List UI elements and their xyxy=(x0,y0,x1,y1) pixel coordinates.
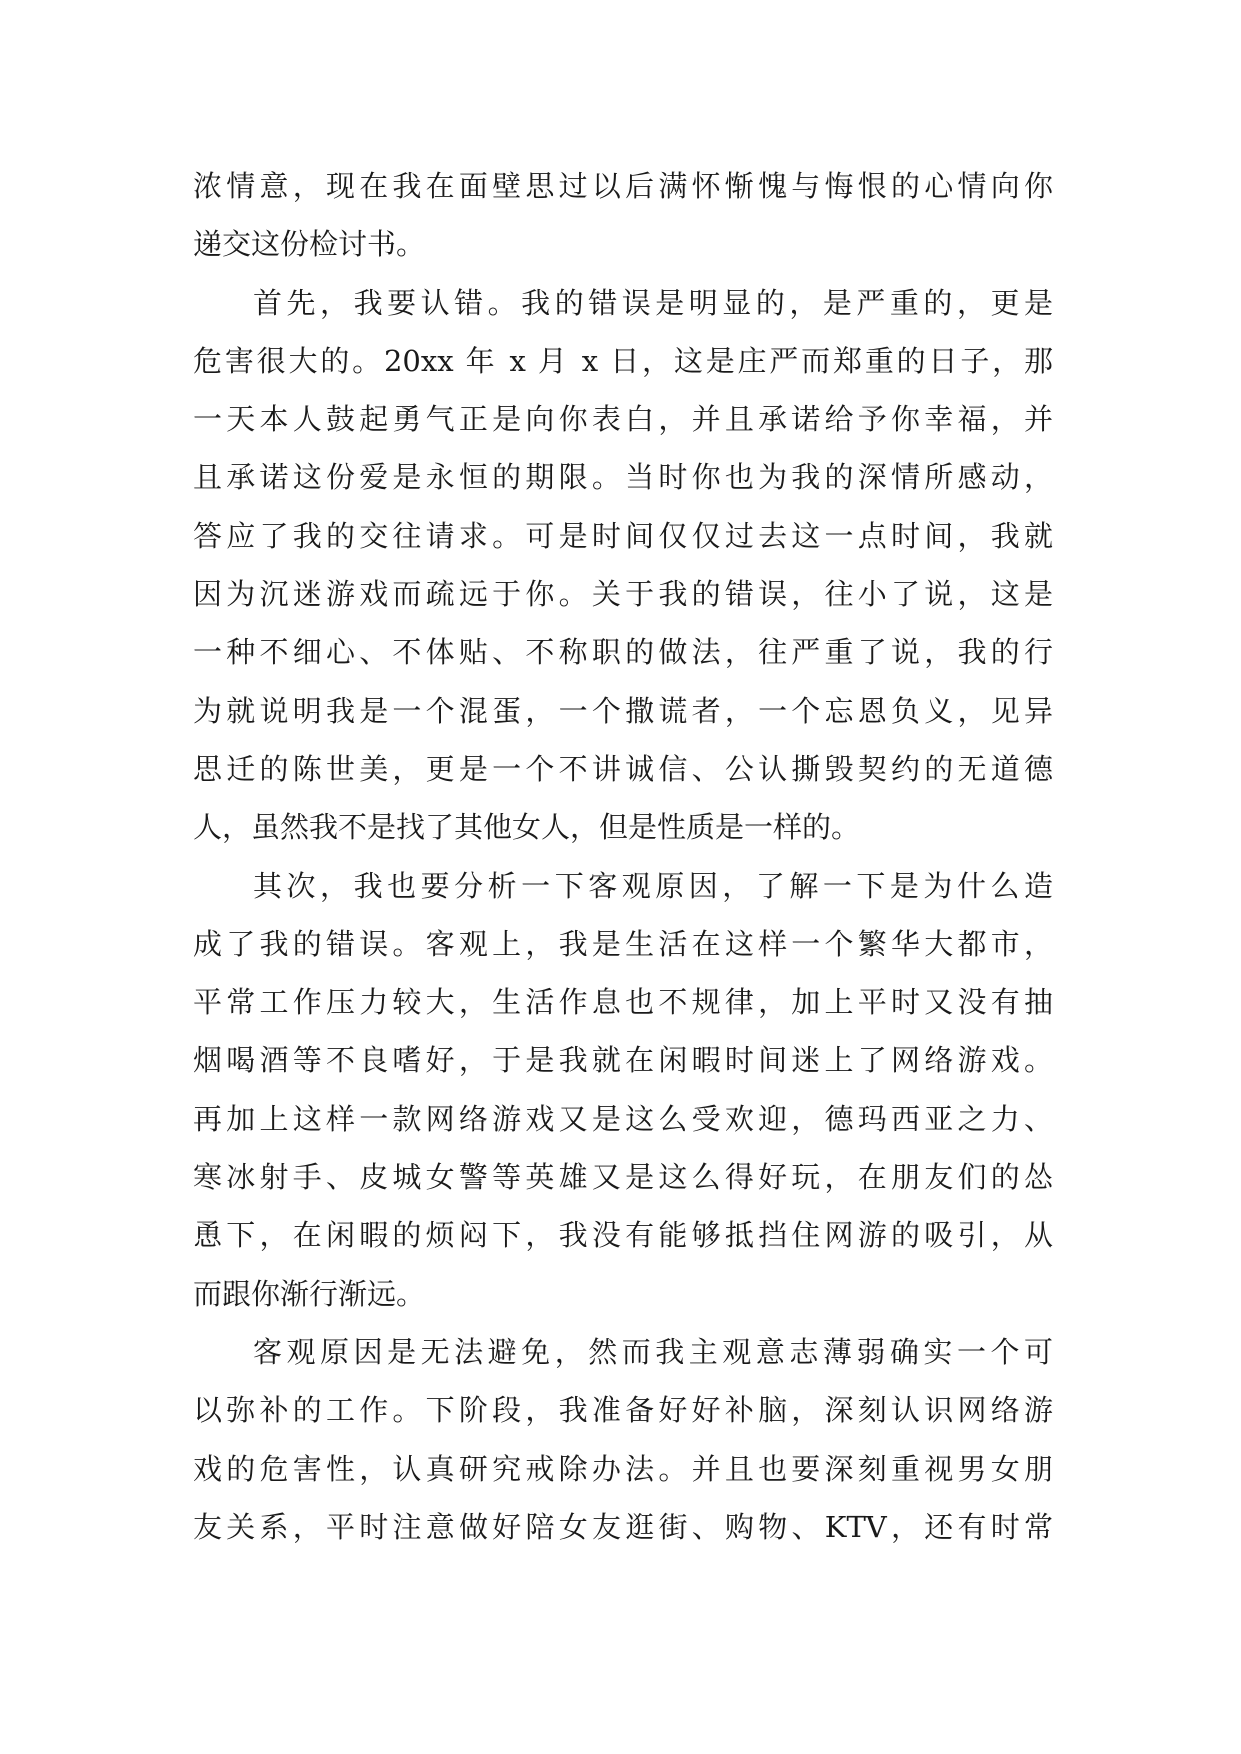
text-line: 危害很大的。20xx 年 x 月 x 日，这是庄严而郑重的日子，那 xyxy=(193,343,1053,378)
text-line: 递交这份检讨书。 xyxy=(193,227,426,262)
text-line: 寒冰射手、皮城女警等英雄又是这么得好玩，在朋友们的怂 xyxy=(193,1160,1053,1195)
text-line: 且承诺这份爱是永恒的期限。当时你也为我的深情所感动， xyxy=(193,460,1053,495)
text-line: 其次，我也要分析一下客观原因，了解一下是为什么造 xyxy=(253,868,1053,903)
text-line: 戏的危害性，认真研究戒除办法。并且也要深刻重视男女朋 xyxy=(193,1451,1053,1486)
text-line: 以弥补的工作。下阶段，我准备好好补脑，深刻认识网络游 xyxy=(193,1393,1053,1428)
text-line: 恿下，在闲暇的烦闷下，我没有能够抵挡住网游的吸引，从 xyxy=(193,1218,1053,1253)
text-line: 客观原因是无法避免，然而我主观意志薄弱确实一个可 xyxy=(253,1334,1053,1369)
text-line: 首先，我要认错。我的错误是明显的，是严重的，更是 xyxy=(253,285,1053,320)
text-line: 友关系，平时注意做好陪女友逛街、购物、KTV，还有时常 xyxy=(193,1509,1053,1544)
text-line: 一天本人鼓起勇气正是向你表白，并且承诺给予你幸福，并 xyxy=(193,402,1053,437)
text-line: 人，虽然我不是找了其他女人，但是性质是一样的。 xyxy=(193,810,861,845)
text-line: 而跟你渐行渐远。 xyxy=(193,1276,426,1311)
text-line: 为就说明我是一个混蛋，一个撒谎者，一个忘恩负义，见异 xyxy=(193,693,1053,728)
text-line: 成了我的错误。客观上，我是生活在这样一个繁华大都市， xyxy=(193,926,1053,961)
text-line: 答应了我的交往请求。可是时间仅仅过去这一点时间，我就 xyxy=(193,518,1053,553)
text-line: 烟喝酒等不良嗜好，于是我就在闲暇时间迷上了网络游戏。 xyxy=(193,1043,1053,1078)
text-line: 再加上这样一款网络游戏又是这么受欢迎，德玛西亚之力、 xyxy=(193,1101,1053,1136)
document-body xyxy=(193,157,1053,1556)
text-line: 因为沉迷游戏而疏远于你。关于我的错误，往小了说，这是 xyxy=(193,577,1053,612)
text-line: 浓情意，现在我在面壁思过以后满怀惭愧与悔恨的心情向你 xyxy=(193,169,1053,203)
text-line: 思迁的陈世美，更是一个不讲诚信、公认撕毁契约的无道德 xyxy=(193,751,1053,786)
text-line: 一种不细心、不体贴、不称职的做法，往严重了说，我的行 xyxy=(193,635,1053,670)
text-line: 平常工作压力较大，生活作息也不规律，加上平时又没有抽 xyxy=(193,985,1053,1020)
